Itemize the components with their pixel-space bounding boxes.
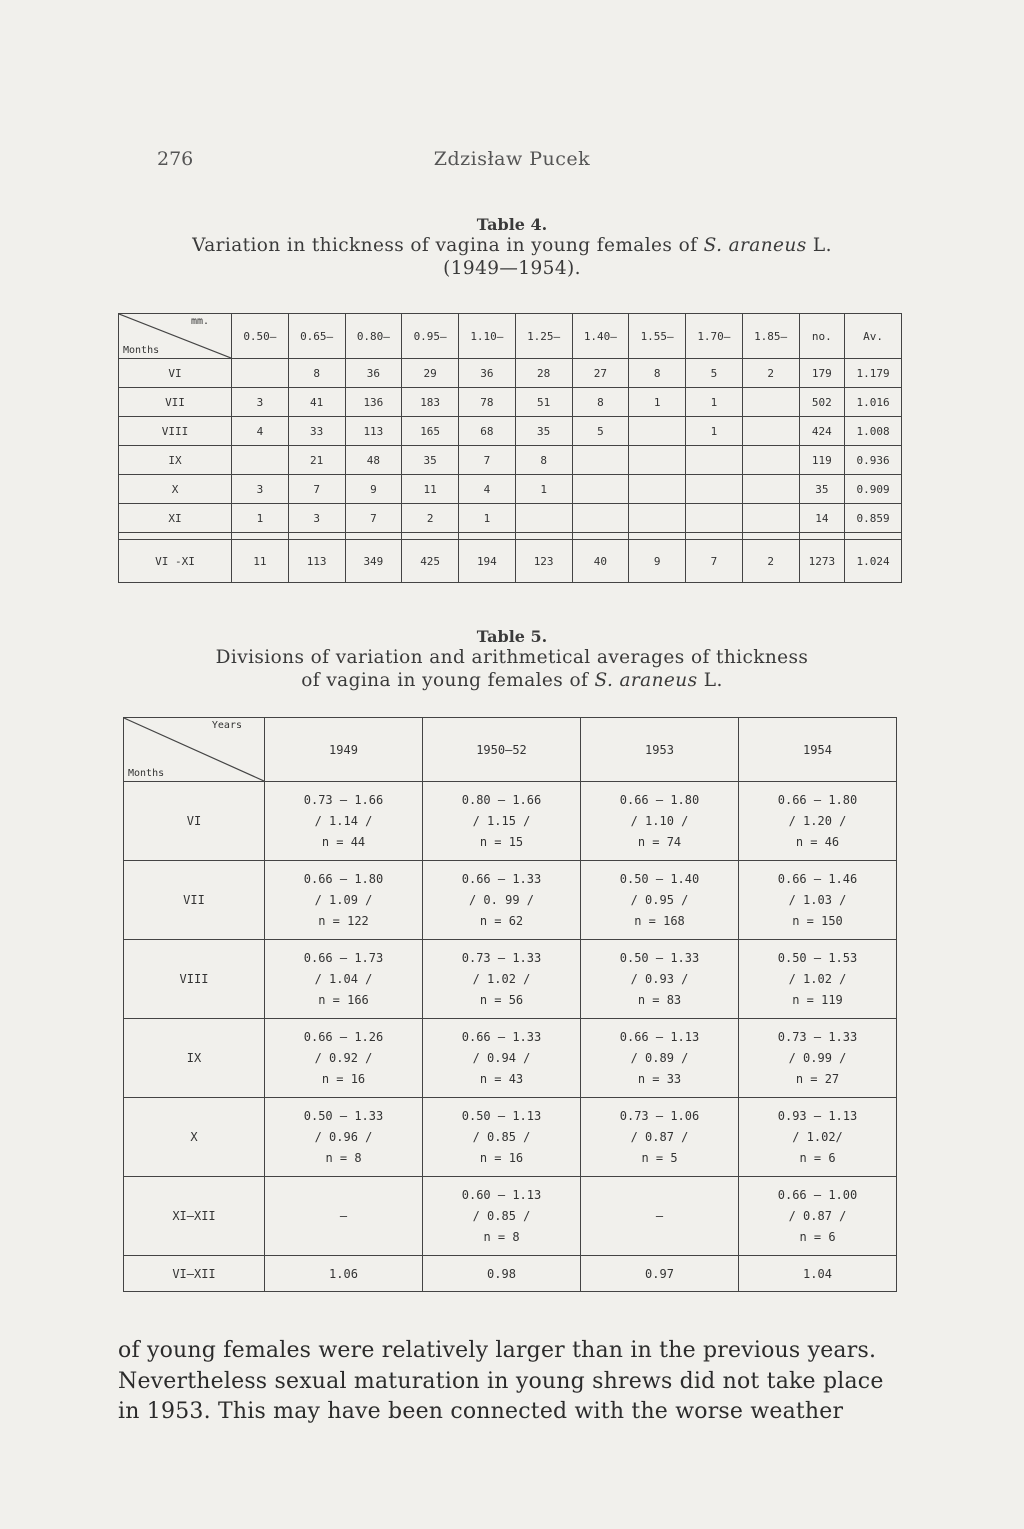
table5-description-line2: of vagina in young females of S. araneus L. <box>301 670 723 691</box>
table5-cell-line: / 0.93 / <box>630 971 689 986</box>
table5-cell-line: / 1.02 / <box>472 971 531 986</box>
table4-month: VIII <box>119 417 232 446</box>
table4-cell <box>515 504 572 533</box>
table5-cell-line: / 0.94 / <box>472 1050 531 1065</box>
table5-cell-line: / 0.85 / <box>472 1208 531 1223</box>
running-author: Zdzisław Pucek <box>433 148 591 170</box>
table4-cell: 27 <box>572 359 629 388</box>
table4-cell: 113 <box>345 417 402 446</box>
table4-cell: 51 <box>515 388 572 417</box>
table5-cell-line: 0.50 – 1.40 <box>619 871 700 886</box>
table4-month: VI -XI <box>119 540 232 583</box>
table4-cell: 28 <box>515 359 572 388</box>
table5-month: VI <box>124 782 265 861</box>
table5-cell-line: 0.50 – 1.33 <box>303 1108 384 1123</box>
table4-caption <box>0 215 1024 280</box>
table4-cell: 0.909 <box>845 475 902 504</box>
table4-row <box>119 475 902 504</box>
table5-cell-line: 0.66 – 1.46 <box>777 871 858 886</box>
table4-column-header: Av. <box>845 314 902 359</box>
species-name: S. araneus <box>594 670 698 691</box>
table4-cell: 7 <box>345 504 402 533</box>
table5-total-cell: 0.97 <box>581 1256 739 1292</box>
table5-cell-line: 0.66 – 1.33 <box>461 1029 542 1044</box>
table4-row <box>119 417 902 446</box>
table5-row <box>124 782 897 861</box>
table4-cell: 2 <box>402 504 459 533</box>
table4-cell <box>232 359 289 388</box>
table5-cell-line: n = 44 <box>321 834 366 849</box>
table5-cell-line: – <box>655 1208 664 1223</box>
table4-column-header: 0.50– <box>232 314 289 359</box>
table4-month: X <box>119 475 232 504</box>
table5-total-cell: 1.04 <box>739 1256 897 1292</box>
table4-cell: 424 <box>799 417 845 446</box>
table4-total-cell: 7 <box>686 540 743 583</box>
table4-cell: 78 <box>459 388 516 417</box>
table4-column-header: 0.80– <box>345 314 402 359</box>
table5-cell-line: n = 168 <box>634 913 685 928</box>
table5-cell <box>739 1098 897 1177</box>
table5-cell-line: 0.66 – 1.26 <box>303 1029 384 1044</box>
table5-cell-line: 0.66 – 1.80 <box>619 792 700 807</box>
table4-total-cell: 425 <box>402 540 459 583</box>
table4-cell: 119 <box>799 446 845 475</box>
table5-cell-line: 0.73 – 1.66 <box>303 792 384 807</box>
table5-cell-line: 0.66 – 1.80 <box>303 871 384 886</box>
table5-cell <box>423 861 581 940</box>
table5-cell-line: / 1.02 / <box>788 971 847 986</box>
table5-cell <box>265 1098 423 1177</box>
table5-cell-line: n = 62 <box>479 913 524 928</box>
table4-cell <box>742 504 799 533</box>
table5-cell-line: 0.73 – 1.33 <box>461 950 542 965</box>
table4-cell <box>742 475 799 504</box>
table4-cell: 1.016 <box>845 388 902 417</box>
table4-cell: 36 <box>345 359 402 388</box>
table4-cell <box>686 475 743 504</box>
table5-header-row <box>124 718 897 782</box>
table5-month: VI–XII <box>124 1256 265 1292</box>
table5-cell-line: 0.66 – 1.13 <box>619 1029 700 1044</box>
table4-spacer-row <box>119 533 902 540</box>
corner-bottom-label: Months <box>123 345 160 356</box>
table4-total-cell: 2 <box>742 540 799 583</box>
table5-cell <box>423 940 581 1019</box>
table4-cell: 1.179 <box>845 359 902 388</box>
corner-bottom-label: Months <box>128 768 165 779</box>
table5-cell-line: n = 46 <box>795 834 840 849</box>
table4-column-header: no. <box>799 314 845 359</box>
table5-cell <box>581 782 739 861</box>
table4-cell: 4 <box>232 417 289 446</box>
table5-cell <box>265 782 423 861</box>
table4-years: (1949—1954). <box>443 258 581 279</box>
table4-column-header: 1.40– <box>572 314 629 359</box>
table5-cell-line: / 0.85 / <box>472 1129 531 1144</box>
table5-label: Table 5. <box>476 627 548 646</box>
table5-cell-line: / 0.92 / <box>314 1050 373 1065</box>
table4-cell: 14 <box>799 504 845 533</box>
table4-cell: 5 <box>572 417 629 446</box>
table4-column-header: 1.55– <box>629 314 686 359</box>
table5-cell-line: n = 8 <box>325 1150 362 1165</box>
table5-row <box>124 1177 897 1256</box>
table4-total-cell: 1.024 <box>845 540 902 583</box>
table5-row <box>124 861 897 940</box>
table5-cell-line: / 0. 99 / <box>468 892 535 907</box>
table5-column-header: 1954 <box>739 718 897 782</box>
table5-cell-line: 0.73 – 1.33 <box>777 1029 858 1044</box>
table5-cell-line: 0.73 – 1.06 <box>619 1108 700 1123</box>
table5-cell-line: 0.50 – 1.33 <box>619 950 700 965</box>
table4-cell: 41 <box>288 388 345 417</box>
table4-row <box>119 446 902 475</box>
table4-cell: 179 <box>799 359 845 388</box>
table4-month: VI <box>119 359 232 388</box>
table5-cell-line: n = 16 <box>479 1150 524 1165</box>
table4-header-row <box>119 314 902 359</box>
table4-total-cell: 113 <box>288 540 345 583</box>
table4-cell: 9 <box>345 475 402 504</box>
table5-cell-line: 0.66 – 1.00 <box>777 1187 858 1202</box>
table4-cell: 1.008 <box>845 417 902 446</box>
table5-cell-line: 0.60 – 1.13 <box>461 1187 542 1202</box>
table4-cell: 3 <box>232 475 289 504</box>
table4-cell <box>572 504 629 533</box>
table5-month: VII <box>124 861 265 940</box>
table4-cell <box>629 504 686 533</box>
table5-cell <box>581 861 739 940</box>
table4-total-cell: 9 <box>629 540 686 583</box>
table4-cell: 7 <box>459 446 516 475</box>
table4-cell: 136 <box>345 388 402 417</box>
table5-cell-line: 0.80 – 1.66 <box>461 792 542 807</box>
table5-cell-line: / 0.87 / <box>788 1208 847 1223</box>
table4-column-header: 1.85– <box>742 314 799 359</box>
corner-top-label: Years <box>211 720 242 731</box>
table5-cell <box>423 782 581 861</box>
table4-cell: 33 <box>288 417 345 446</box>
table4-cell: 2 <box>742 359 799 388</box>
table5-caption <box>0 627 1024 692</box>
table5-total-row <box>124 1256 897 1292</box>
table5-cell-line: / 0.99 / <box>788 1050 847 1065</box>
table5-cell-line: 0.50 – 1.13 <box>461 1108 542 1123</box>
table5-cell-line: / 1.20 / <box>788 813 847 828</box>
table4-month: VII <box>119 388 232 417</box>
table5-cell-line: 0.66 – 1.73 <box>303 950 384 965</box>
table5-cell <box>581 940 739 1019</box>
table5-month: VIII <box>124 940 265 1019</box>
table5-cell-line: / 0.96 / <box>314 1129 373 1144</box>
table4-cell <box>629 475 686 504</box>
table4-cell: 1 <box>629 388 686 417</box>
table4-column-header: 0.65– <box>288 314 345 359</box>
table5-cell-line: n = 166 <box>318 992 369 1007</box>
table5-column-header: 1950–52 <box>423 718 581 782</box>
corner-top-label: mm. <box>190 316 209 327</box>
table5-column-header: 1949 <box>265 718 423 782</box>
table5-cell <box>265 940 423 1019</box>
table4-cell: 1 <box>515 475 572 504</box>
page-number: 276 <box>157 148 194 170</box>
table4 <box>118 313 902 583</box>
table4-cell: 502 <box>799 388 845 417</box>
table4-cell: 3 <box>232 388 289 417</box>
table4-cell: 29 <box>402 359 459 388</box>
table4-total-cell: 349 <box>345 540 402 583</box>
table5-cell <box>739 1177 897 1256</box>
table4-cell: 21 <box>288 446 345 475</box>
table5-cell <box>739 861 897 940</box>
table5-cell <box>265 861 423 940</box>
table4-cell <box>572 446 629 475</box>
table5-cell-line: n = 43 <box>479 1071 524 1086</box>
table4-corner-cell <box>119 314 232 359</box>
table5-cell <box>265 1177 423 1256</box>
table4-cell <box>742 388 799 417</box>
table5-cell <box>739 1019 897 1098</box>
table4-cell: 8 <box>288 359 345 388</box>
table5-cell-line: n = 27 <box>795 1071 840 1086</box>
table5-cell-line: n = 15 <box>479 834 524 849</box>
table4-total-cell: 194 <box>459 540 516 583</box>
table5-cell-line: n = 74 <box>637 834 682 849</box>
table4-total-cell: 123 <box>515 540 572 583</box>
table5-cell-line: / 0.89 / <box>630 1050 689 1065</box>
table5-cell <box>423 1177 581 1256</box>
table5-cell-line: / 1.02/ <box>792 1129 843 1144</box>
table5-cell-line: / 1.03 / <box>788 892 847 907</box>
table4-total-cell: 40 <box>572 540 629 583</box>
table5-row <box>124 1098 897 1177</box>
table5-cell-line: n = 5 <box>641 1150 678 1165</box>
table4-column-header: 1.10– <box>459 314 516 359</box>
table4-total-row <box>119 540 902 583</box>
table5-description-line1: Divisions of variation and arithmetical averages of thickness <box>215 647 809 668</box>
table5-cell-line: n = 6 <box>799 1150 836 1165</box>
table4-cell: 4 <box>459 475 516 504</box>
table5-cell-line: 0.66 – 1.33 <box>461 871 542 886</box>
table4-cell <box>629 417 686 446</box>
table4-label: Table 4. <box>476 215 548 234</box>
table4-column-header: 1.25– <box>515 314 572 359</box>
table4-cell: 35 <box>515 417 572 446</box>
table4-total-cell: 1273 <box>799 540 845 583</box>
table4-cell: 35 <box>799 475 845 504</box>
table4-row <box>119 504 902 533</box>
table5-cell-line: / 1.09 / <box>314 892 373 907</box>
table4-cell: 68 <box>459 417 516 446</box>
table4-cell: 165 <box>402 417 459 446</box>
table5-cell-line: 0.66 – 1.80 <box>777 792 858 807</box>
table4-cell: 8 <box>515 446 572 475</box>
table5-cell-line: 0.50 – 1.53 <box>777 950 858 965</box>
table4-cell: 48 <box>345 446 402 475</box>
table4-column-header: 1.70– <box>686 314 743 359</box>
table4-cell <box>629 446 686 475</box>
table4-cell <box>742 446 799 475</box>
table5-column-header: 1953 <box>581 718 739 782</box>
table4-cell <box>686 504 743 533</box>
table5-cell-line: / 0.87 / <box>630 1129 689 1144</box>
table5-cell <box>739 940 897 1019</box>
table5-row <box>124 940 897 1019</box>
table5-month: X <box>124 1098 265 1177</box>
table4-row <box>119 388 902 417</box>
table5-cell-line: n = 119 <box>792 992 843 1007</box>
table4-cell <box>686 446 743 475</box>
table4-cell: 3 <box>288 504 345 533</box>
table4-month: XI <box>119 504 232 533</box>
table4-cell <box>232 446 289 475</box>
species-name: S. araneus <box>703 235 807 256</box>
table5-cell-line: / 0.95 / <box>630 892 689 907</box>
table5 <box>123 717 897 1292</box>
body-paragraph: of young females were relatively larger than in the previous years. Nevertheless sexual maturation in young shrews did not take place in 1953. This may have been connected with the worse weather <box>118 1338 884 1424</box>
table4-cell: 183 <box>402 388 459 417</box>
table4-cell <box>742 417 799 446</box>
table5-cell-line: / 1.10 / <box>630 813 689 828</box>
table4-cell: 36 <box>459 359 516 388</box>
table5-corner-cell <box>124 718 265 782</box>
table4-cell: 1 <box>686 388 743 417</box>
table5-total-cell: 0.98 <box>423 1256 581 1292</box>
table5-cell-line: n = 122 <box>318 913 369 928</box>
table4-month: IX <box>119 446 232 475</box>
table4-total-cell: 11 <box>232 540 289 583</box>
table5-cell-line: n = 6 <box>799 1229 836 1244</box>
table4-cell: 7 <box>288 475 345 504</box>
table5-month: IX <box>124 1019 265 1098</box>
table5-cell-line: n = 56 <box>479 992 524 1007</box>
table4-cell: 8 <box>629 359 686 388</box>
table4-cell: 1 <box>459 504 516 533</box>
table5-row <box>124 1019 897 1098</box>
table5-cell-line: / 1.15 / <box>472 813 531 828</box>
table4-cell: 5 <box>686 359 743 388</box>
table5-cell-line: n = 83 <box>637 992 682 1007</box>
table5-cell-line: n = 33 <box>637 1071 682 1086</box>
table5-cell <box>423 1019 581 1098</box>
table4-description: Variation in thickness of vagina in young females of S. araneus L. <box>192 235 832 256</box>
table5-cell <box>423 1098 581 1177</box>
table5-cell <box>265 1019 423 1098</box>
table5-cell-line: / 1.14 / <box>314 813 373 828</box>
table4-cell: 0.936 <box>845 446 902 475</box>
table5-cell-line: n = 16 <box>321 1071 366 1086</box>
table4-cell: 0.859 <box>845 504 902 533</box>
table5-cell-line: n = 8 <box>483 1229 520 1244</box>
table4-cell: 8 <box>572 388 629 417</box>
table4-cell: 11 <box>402 475 459 504</box>
table5-cell <box>581 1019 739 1098</box>
table5-cell <box>739 782 897 861</box>
table5-cell-line: – <box>339 1208 348 1223</box>
table5-cell <box>581 1177 739 1256</box>
table5-cell <box>581 1098 739 1177</box>
table5-cell-line: 0.93 – 1.13 <box>777 1108 858 1123</box>
table4-cell: 1 <box>686 417 743 446</box>
table5-cell-line: n = 150 <box>792 913 843 928</box>
table4-cell: 1 <box>232 504 289 533</box>
table4-column-header: 0.95– <box>402 314 459 359</box>
table5-cell-line: / 1.04 / <box>314 971 373 986</box>
table5-total-cell: 1.06 <box>265 1256 423 1292</box>
table4-cell <box>572 475 629 504</box>
table4-cell: 35 <box>402 446 459 475</box>
table5-month: XI–XII <box>124 1177 265 1256</box>
table4-row <box>119 359 902 388</box>
